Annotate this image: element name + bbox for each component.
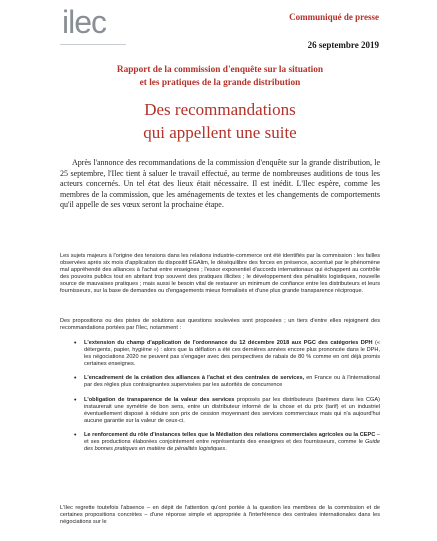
logo-underline: [60, 44, 126, 45]
guide-title: Guide des bonnes pratiques en matière de pénalités logistiques: [84, 439, 380, 453]
intro-paragraph: [60, 158, 380, 211]
recommendation-heading: L'obligation de transparence de la valeur des services: [84, 396, 235, 403]
bullet-icon: •: [74, 340, 77, 347]
recommendation-item: [74, 340, 380, 368]
paragraph-text: L'Ilec regrette toutefois l'absence – en dépit de l'attention qu'ont portée à la question les membres de la commission et de certaines propositions concrètes – d'une réponse simple et appropriée à l'interférence des centrales internationales dans les négociations sur le: [60, 505, 380, 526]
recommendation-text: en France ou à l'international par des règles plus contraignantes supervisées par les autorités de concurrence: [84, 375, 380, 389]
release-date: 26 septembre 2019: [307, 40, 379, 50]
recommendation-text: – et ses productions élaborées conjointement entre représentants des enseignes et des fournisseurs, comme le: [84, 431, 380, 446]
report-title-line-1: Rapport de la commission d'enquête sur la situation: [116, 65, 324, 75]
bullet-icon: •: [74, 375, 77, 383]
document-type: Communiqué de presse: [289, 12, 379, 22]
paragraph-text: Les sujets majeurs à l'origine des tensions dans les relations industrie-commerce ont été identifiés par la commission : les failles observées après six mois d'application du dispositif ÉGAlim, le déséquilibre des forces en présence, accentué par le phénomène mal appréhendé des alliances à l'achat entre enseignes ; l'essor exponentiel d'accords internationaux qui échappent au contrôle des pouvoirs publics tout en abritant trop souvent des pratiques illicites ; le développement des pénalités logistiques, nouvelle source de mauvaises pratiques ; mais aussi le besoin vital de restaurer un minimum de confiance entre les distributeurs et leurs fournisseurs, sur la base de demandes ou d'engagements mieux formalisés et d'une plus grande transparence réciproque.: [60, 253, 380, 295]
recommendation-text: proposés par les distributeurs (barèmes dans les CGA) instaurerait une symétrie de bon sens, entre un distributeur informé de la chose et du prix (tarif) et un industriel éventuellement disposé à réduire son prix de cession moyennant des services commerciaux mais qui n'a aujourd'hui aucune garantie sur la valeur de ceux-ci.: [84, 396, 380, 424]
recommendation-heading: L'extension du champ d'application de l'ordonnance du 12 décembre 2018 aux PGC des catégories DPH: [84, 340, 373, 346]
body-paragraph-1: [60, 253, 380, 296]
recommendation-heading: Le renforcement du rôle d'instances telles que la Médiation des relations commerciales agricoles ou la CEPC: [84, 431, 376, 438]
recommendation-item: [74, 375, 380, 389]
paragraph-text: Des propositions ou des pistes de solutions aux questions soulevées sont proposées ; un tiers d'entre elles rejoignent des recommandations portées par l'Ilec, notamment :: [60, 318, 380, 332]
ilec-logo: ilec: [62, 4, 107, 40]
main-title-line-1: Des recommandations: [144, 100, 296, 119]
recommendation-item: [74, 397, 380, 425]
bullet-icon: •: [74, 431, 77, 439]
body-paragraph-2: [60, 318, 380, 332]
main-title-line-2: qui appellent une suite: [143, 123, 297, 142]
recommendations-list: [74, 340, 380, 460]
recommendation-item: [74, 432, 380, 453]
intro-text: Après l'annonce des recommandations de la commission d'enquête sur la grande distribution, le 25 septembre, l'Ilec tient à saluer le travail effectué, au terme de nombreuses auditions de tous les acteurs concernés. Un tel état des lieux était nécessaire. Il est inédit. L'Ilec espère, comme les membres de la commission, que les aménagements de textes et les changements de comportements qu'il appelle de ses vœux seront la prochaine étape.: [60, 158, 380, 210]
closing-paragraph: [60, 505, 380, 526]
recommendation-tail: .: [225, 446, 227, 453]
report-title: [60, 64, 380, 90]
bullet-icon: •: [74, 396, 77, 404]
recommendation-heading: L'encadrement de la création des alliances à l'achat et des centrales de services,: [84, 375, 305, 382]
main-title: [60, 98, 380, 144]
report-title-line-2: et les pratiques de la grande distribution: [139, 78, 301, 88]
recommendation-text: (« détergents, papier, hygiène ») : alors que la déflation a été ces dernières années encore plus prononcée dans le DPH, les négociations 2020 ne peuvent pas s'engager avec des perspectives de rabais de 80 % comme en ont déjà promis certaines enseignes.: [84, 340, 380, 368]
